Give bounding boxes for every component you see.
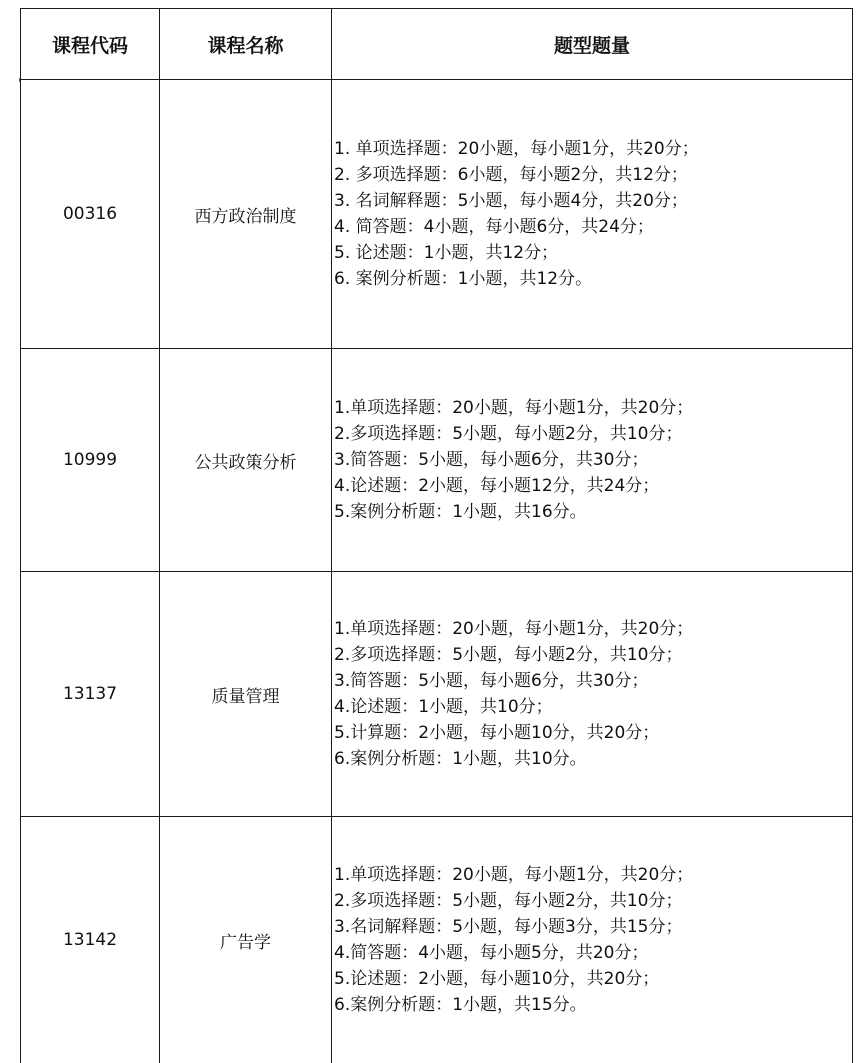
exam-structure-table bbox=[20, 8, 853, 1063]
course-code: 10999 bbox=[21, 349, 160, 572]
course-name: 质量管理 bbox=[160, 572, 332, 817]
header-question-types: 题型题量 bbox=[332, 9, 853, 80]
course-code: 13142 bbox=[21, 817, 160, 1063]
question-type-line: 3.简答题：5小题，每小题6分，共30分； bbox=[334, 668, 852, 694]
question-type-line: 4. 简答题：4小题，每小题6分，共24分； bbox=[334, 214, 852, 240]
course-name: 公共政策分析 bbox=[160, 349, 332, 572]
question-type-line: 3.名词解释题：5小题，每小题3分，共15分； bbox=[334, 914, 852, 940]
question-type-line: 1. 单项选择题：20小题，每小题1分，共20分； bbox=[334, 136, 852, 162]
question-type-line: 5.计算题：2小题，每小题10分，共20分； bbox=[334, 720, 852, 746]
table-row bbox=[21, 572, 853, 817]
question-type-line: 4.论述题：2小题，每小题12分，共24分； bbox=[334, 473, 852, 499]
question-types bbox=[332, 80, 853, 349]
question-type-line: 3. 名词解释题：5小题，每小题4分，共20分； bbox=[334, 188, 852, 214]
course-name: 西方政治制度 bbox=[160, 80, 332, 349]
table-row bbox=[21, 80, 853, 349]
question-type-line: 2.多项选择题：5小题，每小题2分，共10分； bbox=[334, 888, 852, 914]
question-type-line: 1.单项选择题：20小题，每小题1分，共20分； bbox=[334, 862, 852, 888]
header-course-name: 课程名称 bbox=[160, 9, 332, 80]
question-type-line: 4.简答题：4小题，每小题5分，共20分； bbox=[334, 940, 852, 966]
question-type-line: 1.单项选择题：20小题，每小题1分，共20分； bbox=[334, 395, 852, 421]
question-type-line: 5.案例分析题：1小题，共16分。 bbox=[334, 499, 852, 525]
question-types bbox=[332, 349, 853, 572]
course-code: 00316 bbox=[21, 80, 160, 349]
question-type-line: 2. 多项选择题：6小题，每小题2分，共12分； bbox=[334, 162, 852, 188]
question-type-line: 4.论述题：1小题，共10分； bbox=[334, 694, 852, 720]
question-type-line: 5. 论述题：1小题，共12分； bbox=[334, 240, 852, 266]
header-row bbox=[21, 9, 853, 80]
question-type-line: 2.多项选择题：5小题，每小题2分，共10分； bbox=[334, 421, 852, 447]
question-type-line: 6. 案例分析题：1小题，共12分。 bbox=[334, 266, 852, 292]
question-type-line: 1.单项选择题：20小题，每小题1分，共20分； bbox=[334, 616, 852, 642]
course-code: 13137 bbox=[21, 572, 160, 817]
course-name: 广告学 bbox=[160, 817, 332, 1063]
header-course-code: 课程代码 bbox=[21, 9, 160, 80]
question-types bbox=[332, 817, 853, 1063]
question-type-line: 6.案例分析题：1小题，共15分。 bbox=[334, 992, 852, 1018]
question-type-line: 5.论述题：2小题，每小题10分，共20分； bbox=[334, 966, 852, 992]
question-type-line: 3.简答题：5小题，每小题6分，共30分； bbox=[334, 447, 852, 473]
question-type-line: 2.多项选择题：5小题，每小题2分，共10分； bbox=[334, 642, 852, 668]
question-type-line: 6.案例分析题：1小题，共10分。 bbox=[334, 746, 852, 772]
table-row bbox=[21, 817, 853, 1063]
table-row bbox=[21, 349, 853, 572]
question-types bbox=[332, 572, 853, 817]
